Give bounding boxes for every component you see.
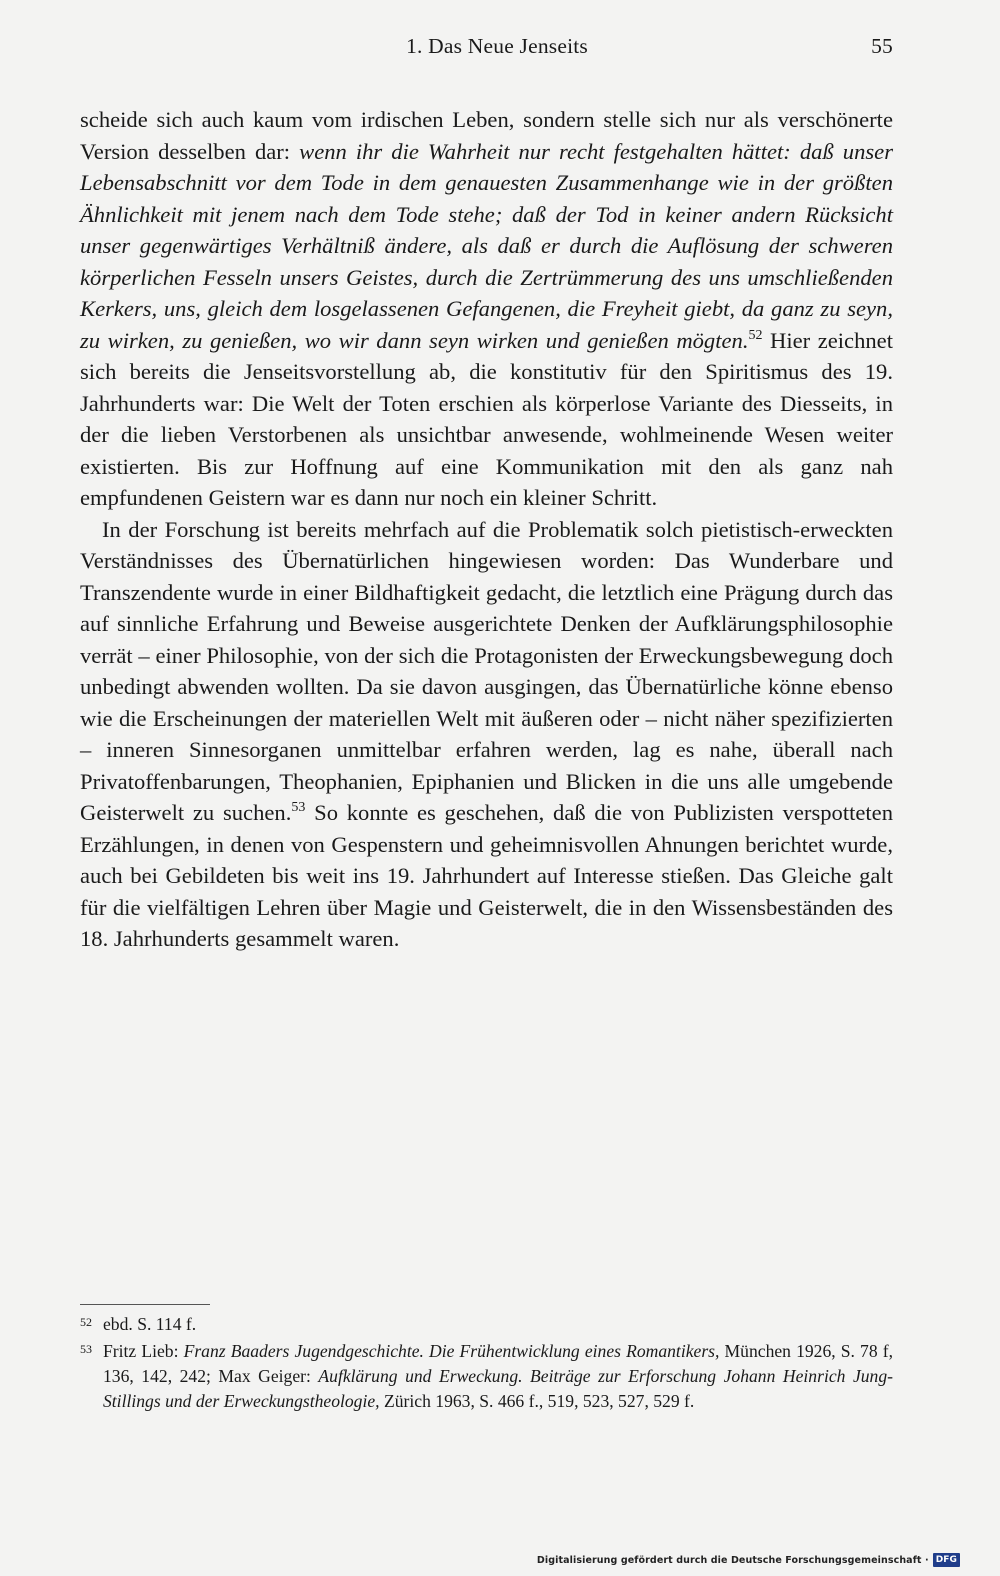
credit-text: Digitalisierung gefördert durch die Deutsche Forschungsgemeinschaft · (536, 1554, 929, 1566)
page-header (80, 34, 893, 64)
paragraph-2-text-b: So konnte es geschehen, daß die von Publizisten verspotteten Erzählungen, in denen von Gespenstern und geheimnisvollen Ahnungen berichtet wurde, auch bei Gebildeten bis weit ins 19. Jahrhundert auf Interesse stießen. Das Gleiche galt für die vielfältigen Lehren über Magie und Geisterwelt, die in den Wissensbeständen des 18. Jahrhunderts gesammelt waren. (80, 800, 894, 951)
footnote-52 (80, 1312, 893, 1337)
digitization-credit (537, 1550, 960, 1570)
page-number: 55 (871, 34, 893, 58)
paragraph-1-text-b: Hier zeichnet sich bereits die Jenseitsvorstellung ab, die konstitutiv für den Spiritismus des 19. Jahrhunderts war: Die Welt der Toten erschien als körperlose Variante des Diesseits, in der die lieben Verstorbenen als unsichtbar anwesende, wohlmeinende Wesen weiter existierten. Bis zur Hoffnung auf eine Kommunikation mit den als ganz nah empfundenen Geistern war es dann nur noch ein kleiner Schritt. (80, 327, 893, 510)
dfg-logo: DFG (933, 1553, 960, 1567)
footnote-53 (80, 1339, 893, 1414)
footnote-ref-52: 52 (748, 327, 763, 343)
running-head: 1. Das Neue Jenseits (406, 34, 588, 58)
body-text (80, 104, 893, 955)
footnote-number: 52 (80, 1315, 92, 1329)
footnote-number: 53 (80, 1342, 92, 1356)
footnote-title-1: Franz Baaders Jugendgeschichte. Die Frühentwicklung eines Romantikers, (183, 1341, 720, 1361)
paragraph-1-quote: wenn ihr die Wahrheit nur recht festgehalten hättet: daß unser Lebensabschnitt vor dem Tode in dem genauesten Zusammenhange wie in der größten Ähnlichkeit mit jenem nach dem Tode stehe; daß der Tod in keiner andern Rücksicht unser gegenwärtiges Verhältniß ändere, als daß er durch die Auflösung der schweren körperlichen Fesseln unsers Geistes, durch die Zertrümmerung des uns umschließenden Kerkers, uns, gleich dem losgelassenen Gefangenen, die Freyheit giebt, da ganz zu seyn, zu wirken, zu genießen, wo wir dann seyn wirken und genießen mögten. (80, 138, 893, 353)
footnote-title-2: Aufklärung und Erweckung. Beiträge zur Erforschung Johann Heinrich Jung-Stillings und der Erweckungstheologie, (103, 1366, 893, 1411)
paragraph-2 (80, 514, 893, 955)
footnotes (80, 1312, 893, 1416)
paragraph-2-text-a: In der Forschung ist bereits mehrfach auf die Problematik solch pietistisch-erweckten Verständnisses des Übernatürlichen hingewiesen worden: Das Wunderbare und Transzendente wurde in einer Bildhaftigkeit gedacht, die letztlich eine Prägung durch das auf sinnliche Erfahrung und Beweise ausgerichtete Denken der Aufklärungsphilosophie verrät – einer Philosophie, von der sich die Protagonisten der Erweckungsbewegung doch unbedingt abwenden wollten. Da sie davon ausgingen, das Übernatürliche könne ebenso wie die Erscheinungen der materiellen Welt mit äußeren oder – nicht näher spezifizierten – inneren Sinnesorganen unmittelbar erfahren werden, lag es nahe, überall nach Privatoffenbarungen, Theophanien, Epiphanien und Blicken in die uns alle umgebende Geisterwelt zu suchen. (80, 516, 893, 825)
footnote-text-e: Zürich 1963, S. 466 f., 519, 523, 527, 529 f. (379, 1391, 695, 1411)
footnote-text-a: Fritz Lieb: (103, 1341, 184, 1361)
paragraph-1 (80, 104, 893, 514)
footnote-text-c: München 1926, S. 78 f, 136, 142, 242; Max Geiger: (103, 1341, 894, 1386)
footnote-ref-53: 53 (291, 800, 306, 815)
footnote-rule (80, 1304, 210, 1305)
footnote-text: ebd. S. 114 f. (103, 1314, 197, 1334)
paragraph-1-text-a: scheide sich auch kaum vom irdischen Leben, sondern stelle sich nur als verschönerte Version desselben dar: (80, 107, 893, 164)
